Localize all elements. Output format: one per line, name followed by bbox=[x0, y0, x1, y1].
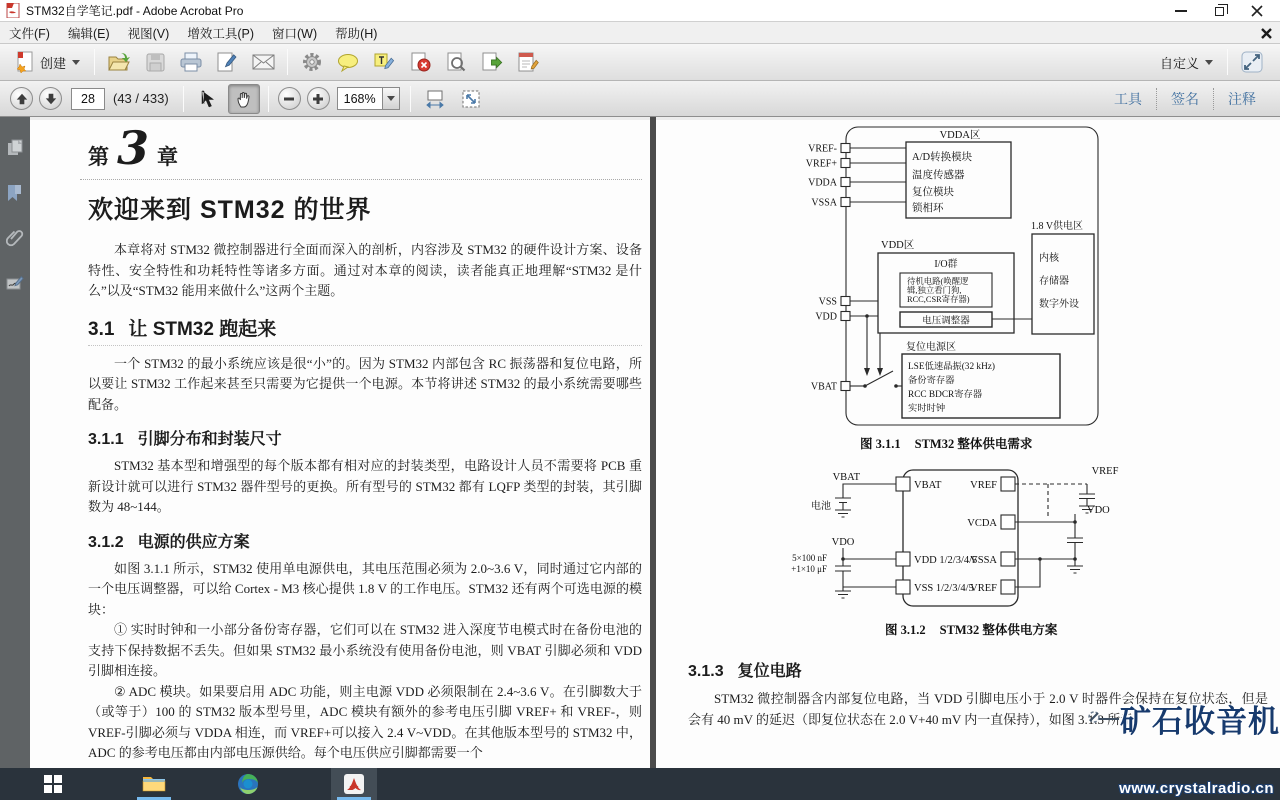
svg-text:VDD区: VDD区 bbox=[881, 240, 915, 251]
svg-text:RCC,CSR寄存器): RCC,CSR寄存器) bbox=[907, 295, 970, 304]
customize-label: 自定义 bbox=[1159, 55, 1199, 71]
fill-sign-icon bbox=[215, 51, 239, 73]
svg-text:待机电路(唤醒逻: 待机电路(唤醒逻 bbox=[907, 277, 969, 286]
svg-text:VSS 1/2/3/4/5: VSS 1/2/3/4/5 bbox=[914, 583, 974, 594]
close-icon bbox=[1251, 5, 1263, 17]
comment-button[interactable] bbox=[332, 47, 364, 77]
acrobat-icon bbox=[343, 773, 365, 795]
windows-logo-icon bbox=[44, 775, 62, 793]
toolbar-separator bbox=[410, 86, 411, 112]
close-button[interactable] bbox=[1238, 0, 1276, 22]
section-3-1-2-heading: 3.1.2 电源的供应方案 bbox=[88, 533, 250, 551]
arrow-up-icon bbox=[15, 92, 29, 106]
delete-page-button[interactable] bbox=[404, 47, 436, 77]
figure-3-1-2-caption: 图 3.1.2 STM32 整体供电方案 bbox=[885, 623, 1058, 637]
svg-text:1.8 V供电区: 1.8 V供电区 bbox=[1031, 221, 1084, 232]
menu-plugins[interactable]: 增效工具(P) bbox=[187, 26, 254, 41]
preferences-button[interactable] bbox=[296, 47, 328, 77]
watermark-logo-text: 矿石收音机 bbox=[1120, 704, 1280, 739]
open-button[interactable] bbox=[103, 47, 135, 77]
save-icon bbox=[145, 52, 166, 73]
customize-button[interactable] bbox=[1152, 50, 1221, 75]
menu-edit[interactable]: 编辑(E) bbox=[67, 26, 110, 41]
paragraph: STM32 微控制器含内部复位电路，当 VDD 引脚电压小于 2.0 V 时器件会保持在复位状态，但是会有 40 mV 的延迟（即复位状态在 2.0 V+40 mV 内一直保持），如图 3.1.3 所示。 bbox=[688, 691, 1268, 727]
chapter-suffix: 章 bbox=[157, 145, 179, 169]
arrow-down-icon bbox=[44, 92, 58, 106]
create-pdf-button[interactable] bbox=[6, 49, 88, 75]
windows-taskbar bbox=[0, 768, 1280, 800]
svg-text:备份寄存器: 备份寄存器 bbox=[908, 376, 955, 386]
email-icon bbox=[251, 52, 276, 72]
menu-window[interactable]: 窗口(W) bbox=[271, 26, 318, 41]
svg-text:内核: 内核 bbox=[1039, 253, 1059, 264]
svg-text:VDD: VDD bbox=[815, 311, 837, 323]
svg-text:数字外设: 数字外设 bbox=[1039, 299, 1079, 310]
svg-text:RCC BDCR寄存器: RCC BDCR寄存器 bbox=[908, 390, 983, 400]
navigation-toolbar bbox=[0, 81, 1280, 117]
menu-file[interactable]: 文件(F) bbox=[9, 26, 50, 41]
minimize-button[interactable] bbox=[1162, 0, 1200, 22]
svg-text:VCDA: VCDA bbox=[967, 518, 997, 529]
paragraph: ① 实时时钟和一小部分备份寄存器，它们可以在 STM32 进入深度节电模式时在备份电池的支持下保持数据不丢失。但如果 STM32 最小系统没有使用备份电池，则 VBAT 引脚必须和 VDD 引脚相连接。 bbox=[88, 622, 642, 678]
page-count-label: (43 / 433) bbox=[113, 91, 169, 106]
doc-search-icon bbox=[444, 51, 468, 73]
signatures-icon[interactable] bbox=[6, 274, 24, 292]
chapter-prefix: 第 bbox=[88, 145, 109, 169]
window-title: STM32自学笔记.pdf - Adobe Acrobat Pro bbox=[26, 4, 244, 18]
email-button[interactable] bbox=[247, 47, 279, 77]
svg-text:实时时钟: 实时时钟 bbox=[908, 404, 946, 414]
svg-text:I/O群: I/O群 bbox=[934, 259, 958, 270]
bookmarks-icon[interactable] bbox=[6, 184, 24, 202]
create-label: 创建 bbox=[40, 55, 67, 71]
chevron-down-icon bbox=[72, 60, 80, 65]
tools-panel-button[interactable]: 工具 bbox=[1114, 90, 1142, 107]
paragraph: 一个 STM32 的最小系统应该是很“小”的。因为 STM32 内部包含 RC 振荡器和复位电路，所以要让 STM32 工作起来甚至只需要为它提供一个电源。本节将讲述 STM32 的最小系统需要哪些配备。 bbox=[88, 355, 642, 412]
svg-text:辑,独立看门狗,: 辑,独立看门狗, bbox=[907, 286, 962, 295]
section-3-1-3-heading: 3.1.3 复位电路 bbox=[688, 663, 802, 680]
menubar-close-icon[interactable] bbox=[1261, 26, 1272, 44]
form-edit-icon bbox=[516, 51, 540, 73]
svg-text:VREF: VREF bbox=[970, 480, 997, 491]
svg-text:VDO: VDO bbox=[831, 537, 855, 548]
paragraph: 本章将对 STM32 微控制器进行全面而深入的剖析，内容涉及 STM32 的硬件设计方案、设备特性、安全特性和功耗特性等诸多方面。通过对本章的阅读，读者能真正地理解“STM32 是什么”以及“STM32 能用来做什么”这两个主题。 bbox=[88, 242, 642, 298]
hand-tool-icon bbox=[234, 89, 254, 109]
fit-width-icon bbox=[424, 88, 446, 110]
chevron-down-icon bbox=[1205, 60, 1213, 65]
section-3-1-1-heading: 3.1.1 引脚分布和封装尺寸 bbox=[88, 431, 282, 448]
toolbar-separator bbox=[94, 49, 95, 75]
svg-text:锁相环: 锁相环 bbox=[912, 203, 944, 214]
zoom-out-button[interactable] bbox=[278, 87, 301, 110]
gear-icon bbox=[301, 51, 323, 73]
attachments-icon[interactable] bbox=[6, 229, 24, 247]
toolbar-separator bbox=[1227, 49, 1228, 75]
window-titlebar bbox=[0, 0, 1280, 22]
watermark-tuner-icon bbox=[1086, 709, 1120, 729]
expand-toolbar-button[interactable] bbox=[1236, 47, 1268, 77]
figure-3-1-1-caption: 图 3.1.1 STM32 整体供电需求 bbox=[860, 437, 1033, 451]
plus-icon bbox=[312, 93, 324, 105]
create-pdf-icon bbox=[14, 51, 34, 73]
figure-3-1-2-diagram bbox=[765, 460, 1125, 612]
svg-text:+1×10 μF: +1×10 μF bbox=[791, 564, 827, 574]
chevron-down-icon bbox=[387, 96, 395, 101]
export-button[interactable] bbox=[476, 47, 508, 77]
svg-text:VSSA: VSSA bbox=[811, 197, 837, 209]
menu-help[interactable]: 帮助(H) bbox=[335, 26, 378, 41]
main-toolbar bbox=[0, 44, 1280, 81]
restore-icon bbox=[1215, 7, 1224, 16]
fill-sign-button[interactable] bbox=[211, 47, 243, 77]
start-button[interactable] bbox=[30, 768, 76, 800]
select-tool-button[interactable] bbox=[192, 84, 224, 114]
print-icon bbox=[179, 51, 203, 73]
text-callout-icon bbox=[372, 51, 396, 73]
figure-3-1-1-diagram bbox=[660, 120, 1110, 428]
page-thumbnails-icon[interactable] bbox=[6, 139, 24, 157]
sign-panel-button[interactable]: 签名 bbox=[1171, 90, 1199, 107]
page-number-input[interactable] bbox=[71, 88, 105, 110]
zoom-level-control[interactable] bbox=[337, 87, 400, 110]
comment-bubble-icon bbox=[336, 52, 360, 73]
toolbar-separator bbox=[183, 86, 184, 112]
watermark-url: www.crystalradio.cn bbox=[1119, 780, 1274, 797]
export-doc-icon bbox=[480, 51, 505, 73]
svg-text:VREF-: VREF- bbox=[808, 143, 837, 155]
next-page-button[interactable] bbox=[39, 87, 62, 110]
svg-text:VBAT: VBAT bbox=[810, 381, 837, 393]
svg-text:VDDA区: VDDA区 bbox=[939, 130, 981, 141]
open-folder-icon bbox=[107, 51, 131, 73]
taskbar-file-explorer[interactable] bbox=[131, 768, 177, 800]
zoom-in-button[interactable] bbox=[307, 87, 330, 110]
delete-page-icon bbox=[408, 51, 432, 73]
pdf-page-right[interactable] bbox=[656, 120, 1280, 768]
svg-text:存储器: 存储器 bbox=[1039, 276, 1069, 287]
svg-text:复位模块: 复位模块 bbox=[912, 187, 954, 198]
svg-text:A/D转换模块: A/D转换模块 bbox=[912, 152, 973, 163]
toolbar-separator bbox=[287, 49, 288, 75]
fit-page-icon bbox=[460, 88, 482, 110]
svg-text:VSS: VSS bbox=[818, 296, 837, 308]
svg-text:VREF: VREF bbox=[970, 583, 997, 594]
svg-text:电压调整器: 电压调整器 bbox=[922, 316, 970, 327]
comment-panel-button[interactable]: 注释 bbox=[1228, 90, 1256, 107]
edge-icon bbox=[237, 773, 259, 795]
pdf-page-left[interactable] bbox=[30, 120, 650, 768]
save-button[interactable] bbox=[139, 47, 171, 77]
svg-text:电池: 电池 bbox=[811, 501, 831, 512]
scrolling-mode-button[interactable] bbox=[419, 84, 451, 114]
text-callout-button[interactable] bbox=[368, 47, 400, 77]
fit-page-button[interactable] bbox=[455, 84, 487, 114]
svg-text:VBAT: VBAT bbox=[832, 472, 860, 483]
document-workspace bbox=[0, 117, 1280, 768]
svg-text:VREF+: VREF+ bbox=[805, 158, 837, 170]
section-3-1-heading: 3.1 让 STM32 跑起来 bbox=[88, 314, 642, 346]
acrobat-app-icon bbox=[6, 3, 20, 18]
menu-bar bbox=[0, 22, 1280, 44]
svg-text:VREF: VREF bbox=[1091, 466, 1119, 477]
svg-text:LSE低速晶振(32 kHz): LSE低速晶振(32 kHz) bbox=[908, 362, 996, 372]
select-cursor-icon bbox=[198, 89, 218, 109]
svg-text:5×100 nF: 5×100 nF bbox=[792, 553, 827, 563]
toolbar-separator bbox=[268, 86, 269, 112]
paragraph: 如图 3.1.1 所示，STM32 使用单电源供电，其电压范围必须为 2.0~3.6 V，同时通过它内部的一个电压调整器，可以给 Cortex - M3 核心提供 1.8 V 的工作电压。STM32 还有两个可选电源的模块： bbox=[88, 560, 642, 617]
minus-icon bbox=[283, 93, 295, 105]
zoom-level-value[interactable]: 168% bbox=[337, 87, 383, 110]
svg-text:VDO: VDO bbox=[1087, 505, 1110, 516]
taskbar-edge[interactable] bbox=[225, 768, 271, 800]
redact-search-button[interactable] bbox=[440, 47, 472, 77]
svg-text:VBAT: VBAT bbox=[914, 480, 942, 491]
svg-text:VSSA: VSSA bbox=[970, 555, 997, 566]
dotted-rule bbox=[80, 179, 642, 180]
file-explorer-icon bbox=[142, 774, 166, 794]
svg-text:温度传感器: 温度传感器 bbox=[912, 170, 965, 181]
svg-text:VDDA: VDDA bbox=[808, 177, 837, 189]
navigation-pane-sidebar bbox=[0, 117, 30, 768]
zoom-dropdown-button[interactable] bbox=[383, 87, 400, 110]
hand-tool-button[interactable] bbox=[228, 84, 260, 114]
form-edit-button[interactable] bbox=[512, 47, 544, 77]
print-button[interactable] bbox=[175, 47, 207, 77]
svg-text:VDD 1/2/3/4/5: VDD 1/2/3/4/5 bbox=[914, 555, 978, 566]
taskbar-acrobat[interactable] bbox=[331, 768, 377, 800]
minimize-icon bbox=[1175, 10, 1187, 12]
paragraph: ② ADC 模块。如果要启用 ADC 功能，则主电源 VDD 必须限制在 2.4~3.6 V。在引脚数大于（或等于）100 的 STM32 版本型号里，ADC 模块有额外的参考电压引脚 VREF+ 和 VREF-，则 VREF-引脚必须与 VDDA 相连，而 VREF+可以接入 2.4 V~VDD。在其他版本型号的 STM32 中，ADC 的参考电压都由内部电压源供给。每个电压供应引脚都需要一个 bbox=[88, 683, 642, 760]
menu-view[interactable]: 视图(V) bbox=[127, 26, 170, 41]
paragraph: STM32 基本型和增强型的每个版本都有相对应的封装类型，电路设计人员不需要将 PCB 重新设计就可以进行 STM32 器件型号的更换。所有型号的 STM32 都有 LQFP 类型的封装，其引脚数为 48~144。 bbox=[88, 458, 642, 514]
chapter-heading bbox=[88, 121, 642, 175]
svg-text:复位电源区: 复位电源区 bbox=[906, 342, 956, 353]
chapter-title: 欢迎来到 STM32 的世界 bbox=[88, 196, 372, 224]
crystalradio-watermark bbox=[1086, 696, 1280, 741]
restore-button[interactable] bbox=[1200, 0, 1238, 22]
chapter-number: 3 bbox=[117, 121, 150, 175]
previous-page-button[interactable] bbox=[10, 87, 33, 110]
expand-arrows-icon bbox=[1241, 51, 1263, 73]
